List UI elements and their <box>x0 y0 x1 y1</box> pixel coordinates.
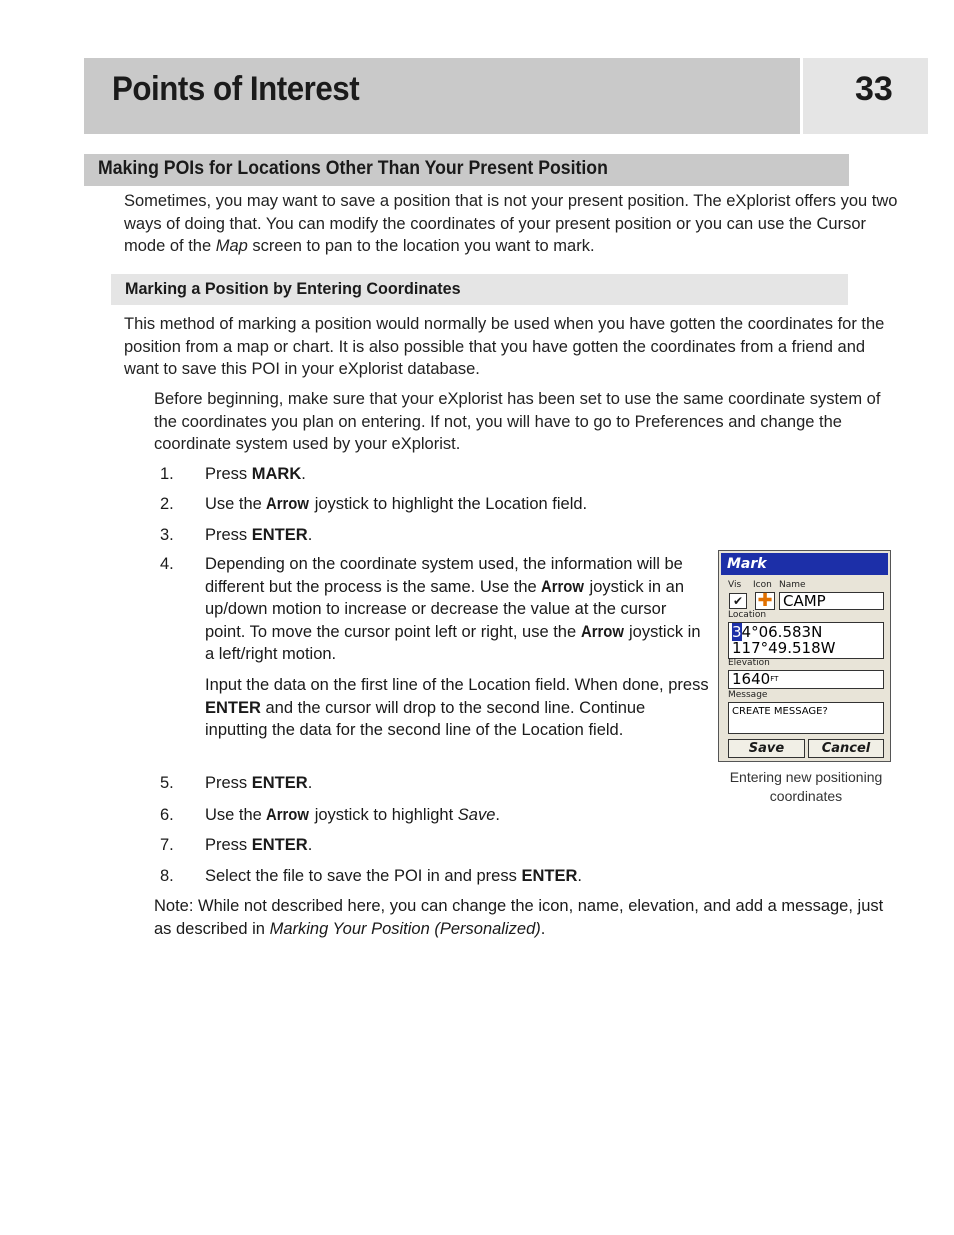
key-arrow: Arrow <box>580 622 624 641</box>
figure-caption: Entering new positioning coordinates <box>729 769 883 804</box>
page-number-box <box>803 58 928 134</box>
elevation-value: 1640 <box>732 670 771 688</box>
key-arrow: Arrow <box>541 577 585 596</box>
step-number: 2. <box>160 495 174 513</box>
latitude-digits: 4°06.583N <box>741 623 823 641</box>
latitude-value <box>732 624 883 640</box>
key-mark: MARK <box>251 465 302 483</box>
save-term: Save <box>457 806 496 824</box>
intro-paragraph <box>124 190 899 258</box>
step-number: 3. <box>160 526 174 544</box>
step-text: Use the Arrow joystick to highlight Save. <box>205 804 500 827</box>
step-number: 5. <box>160 774 174 792</box>
step-text: Press MARK. <box>205 465 306 483</box>
mark-screen-title: Mark <box>721 553 888 575</box>
step-number: 8. <box>160 867 174 885</box>
key-enter: ENTER <box>205 698 261 717</box>
vis-label: Vis <box>728 580 742 590</box>
cursor: 3 <box>732 623 742 641</box>
key-arrow: Arrow <box>266 495 310 513</box>
step-text: Use the Arrow joystick to highlight the Location field. <box>205 493 587 516</box>
step-text: Press ENTER. <box>205 836 313 854</box>
key-enter: ENTER <box>521 867 578 885</box>
location-label: Location <box>728 610 767 620</box>
visibility-checkbox[interactable]: ✔ <box>729 593 747 609</box>
save-button[interactable]: Save <box>728 739 805 758</box>
chapter-title: Points of Interest <box>112 70 360 108</box>
note-paragraph: Note: While not described here, you can change the icon, name, elevation, and add a message, just as described in Marking Your Position (Personalized). <box>154 897 884 938</box>
longitude-value: 117°49.518W <box>732 639 836 657</box>
step-number: 1. <box>160 465 174 483</box>
elevation-field[interactable] <box>728 670 884 689</box>
step-text: Select the file to save the POI in and press ENTER. <box>205 867 582 885</box>
section-heading-text: Making POIs for Locations Other Than Your Present Position <box>98 158 608 179</box>
key-arrow: Arrow <box>266 806 310 824</box>
subsection-heading-text: Marking a Position by Entering Coordinates <box>125 279 461 298</box>
reference-title: Marking Your Position (Personalized) <box>269 919 541 938</box>
map-term: Map <box>215 237 248 255</box>
step-number: 6. <box>160 806 174 824</box>
mark-screen-figure <box>718 550 891 762</box>
method-paragraph: This method of marking a position would normally be used when you have gotten the coordinates for the position from a map or chart. It is also possible that you have gotten the coordinates from a friend and want to save this POI in your eXplorist database. <box>124 315 885 378</box>
message-label: Message <box>728 690 768 700</box>
step-text: Press ENTER. <box>205 526 313 544</box>
step-4-continued: Input the data on the first line of the Location field. When done, press ENTER and the cursor will drop to the second line. Continue inputting the data for the second line of the Location field. <box>205 676 709 739</box>
intro-text-a: Sometimes, you may want to save a position that is not your present position. The eXplorist offers you two ways of doing that. You can modify the coordinates of your present position or you can use the Cursor mode of the <box>124 192 898 255</box>
step-4-text: Depending on the coordinate system used, the information will be different but the process is the same. Use the Arrow joystick in an up/down motion to increase or decrease the value at the cursor point. To move the cursor point left or right, use the Arrow joystick in a left/right motion. <box>205 555 701 663</box>
elevation-label: Elevation <box>728 658 770 668</box>
name-field[interactable]: CAMP <box>779 592 884 610</box>
elevation-unit: FT <box>770 675 779 683</box>
name-label: Name <box>779 580 806 590</box>
before-beginning-paragraph: Before beginning, make sure that your eXplorist has been set to use the same coordinate system of the coordinates you plan on entering. If not, you will have to go to Preferences and change the coordinate system used by your eXplorist. <box>154 390 881 453</box>
step-text: Press ENTER. <box>205 774 313 792</box>
key-enter: ENTER <box>251 526 308 544</box>
poi-icon[interactable]: ✚ <box>755 592 775 610</box>
page-number: 33 <box>855 70 893 108</box>
step-number: 7. <box>160 836 174 854</box>
intro-text-b: screen to pan to the location you want to mark. <box>247 237 595 255</box>
subsection-heading-entering-coordinates <box>111 274 848 305</box>
key-enter: ENTER <box>251 774 308 792</box>
section-heading-making-pois <box>84 154 849 186</box>
icon-label: Icon <box>753 580 772 590</box>
chapter-header <box>84 58 800 134</box>
cancel-button[interactable]: Cancel <box>808 739 884 758</box>
message-field[interactable]: CREATE MESSAGE? <box>728 702 884 734</box>
key-enter: ENTER <box>251 836 308 854</box>
location-field[interactable] <box>728 622 884 659</box>
step-number: 4. <box>160 555 174 573</box>
